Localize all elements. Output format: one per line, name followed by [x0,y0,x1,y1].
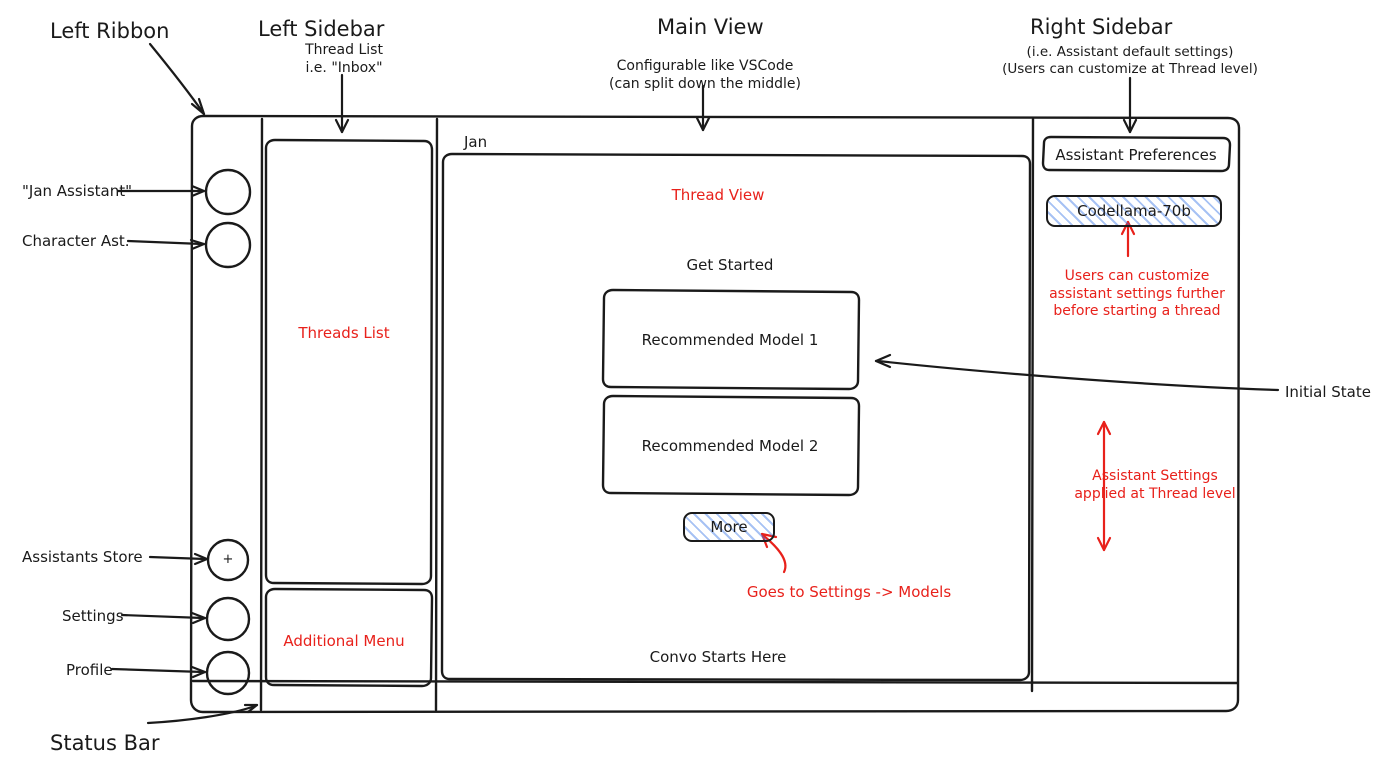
note-thread-view: Thread View [671,186,765,204]
annotation-main-view-note [609,58,801,93]
main-view-note-line-1: Configurable like VSCode [616,58,794,74]
note-customize-line-3: before starting a thread [1053,303,1221,319]
annotation-left-ribbon: Left Ribbon [50,19,170,43]
note-customize-line-1: Users can customize [1064,268,1210,284]
callout-initial-state: Initial State [1285,383,1371,401]
note-customize-line-2: assistant settings further [1049,285,1225,302]
annotation-right-sidebar: Right Sidebar [1030,15,1173,39]
titlebar-tab-jan[interactable]: Jan [464,133,488,151]
thread-list-note-line-1: Thread List [305,42,383,58]
callout-profile: Profile [66,661,113,679]
callout-jan-assistant: "Jan Assistant" [22,182,133,200]
annotation-thread-list-note [305,42,383,77]
more-button[interactable] [683,512,775,542]
note-thread-level-settings [1074,468,1235,503]
note-additional-menu: Additional Menu [283,632,405,650]
more-button-label: More [710,518,748,536]
assistant-preferences-header: Assistant Preferences [1055,146,1217,164]
callout-status-bar: Status Bar [50,731,160,755]
right-sidebar-note-line-2: (Users can customize at Thread level) [1002,60,1258,77]
convo-starts-here-hint: Convo Starts Here [649,648,787,666]
annotation-main-view: Main View [657,15,764,39]
annotation-left-sidebar: Left Sidebar [258,17,385,41]
model-chip-codellama[interactable] [1046,195,1222,227]
thread-list-note-line-2: i.e. "Inbox" [305,59,383,76]
right-sidebar-note-line-1: (i.e. Assistant default settings) [1026,44,1234,60]
recommended-model-1-card-label[interactable]: Recommended Model 1 [641,331,819,349]
main-view-note-line-2: (can split down the middle) [609,75,801,92]
note-thread-level-line-1: Assistant Settings [1092,468,1218,484]
annotation-right-sidebar-note [1002,44,1258,78]
note-customize-assistant [1049,268,1225,321]
get-started-heading: Get Started [686,256,774,274]
note-goes-to-settings-models: Goes to Settings -> Models [746,583,952,601]
recommended-model-2-card-label[interactable]: Recommended Model 2 [641,437,819,455]
model-chip-label: Codellama-70b [1077,202,1191,220]
assistants-store-add-icon[interactable]: + [222,552,234,567]
note-thread-level-line-2: applied at Thread level [1074,485,1236,502]
note-threads-list: Threads List [298,324,390,342]
callout-character-ast: Character Ast. [22,232,130,250]
callout-settings: Settings [62,607,124,625]
callout-assistants-store: Assistants Store [22,548,143,566]
